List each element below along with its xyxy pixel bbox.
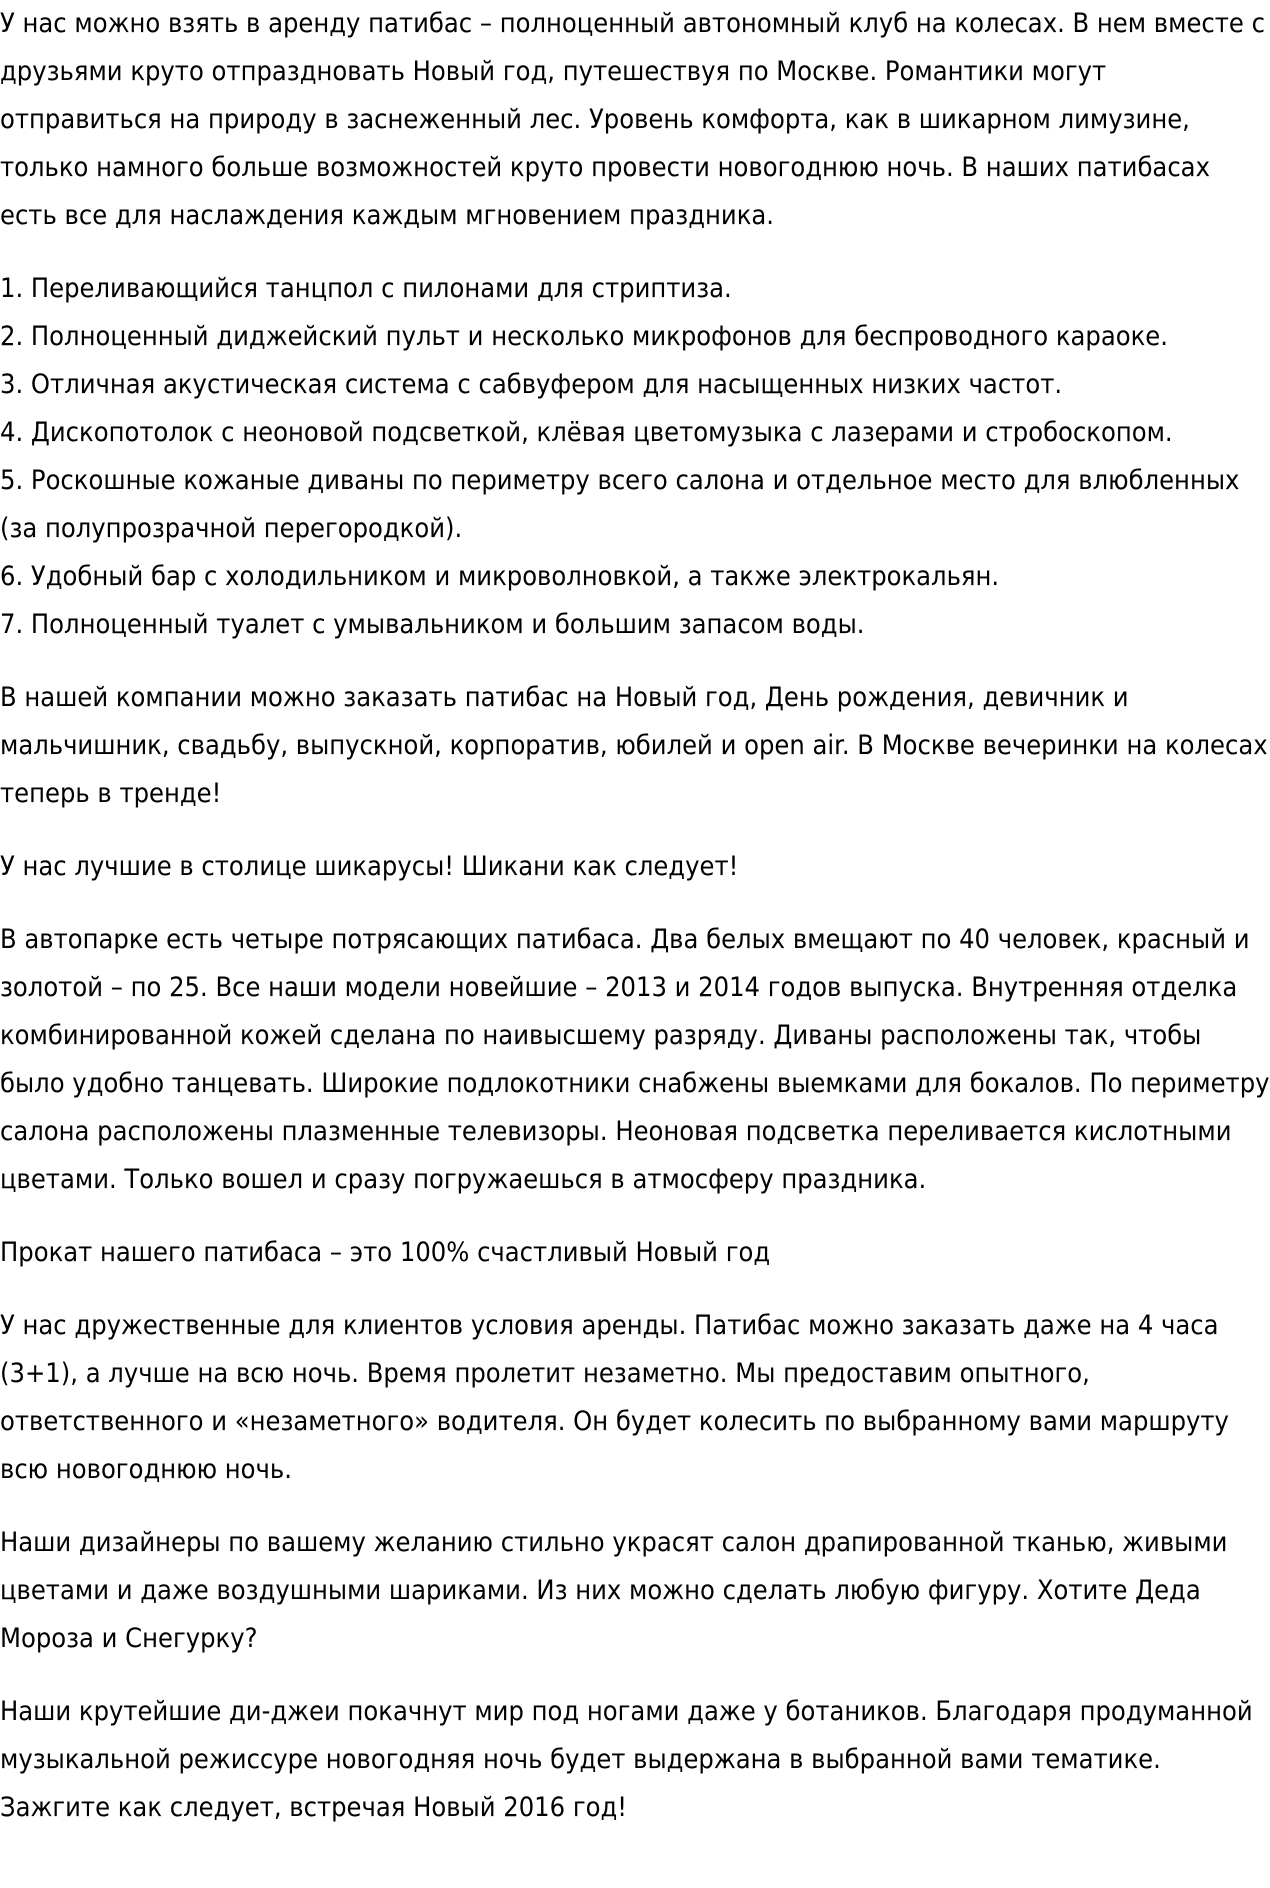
list-item-dj-console: 2. Полноценный диджейский пульт и несколько микрофонов для беспроводного караоке. <box>0 321 1168 352</box>
paragraph-decoration: Наши дизайнеры по вашему желанию стильно украсят салон драпированной тканью, живыми цветами и даже воздушными шариками. Из них можно сделать любую фигуру. Хотите Деда Мороза и Снегурку? <box>0 1527 1228 1654</box>
list-item-acoustics: 3. Отличная акустическая система с сабвуфером для насыщенных низких частот. <box>0 369 1063 400</box>
paragraph-slogan: У нас лучшие в столице шикарусы! Шикани как следует! <box>0 851 739 882</box>
paragraph-rental-terms: У нас дружественные для клиентов условия аренды. Патибас можно заказать даже на 4 часа (3+1), а лучше на всю ночь. Время пролетит незаметно. Мы предоставим опытного, ответственного и «незаметного» водителя. Он будет колесить по выбранному вами маршруту всю новогоднюю ночь. <box>0 1310 1229 1485</box>
paragraph-occasions: В нашей компании можно заказать патибас на Новый год, День рождения, девичник и мальчишник, свадьбу, выпускной, корпоратив, юбилей и open air. В Москве вечеринки на колесах теперь в тренде! <box>0 682 1268 809</box>
paragraph-intro: У нас можно взять в аренду патибас – полноценный автономный клуб на колесах. В нем вместе с друзьями круто отпраздновать Новый год, путешествуя по Москве. Романтики могут отправиться на природу в заснеженный лес. Уровень комфорта, как в шикарном лимузине, только намного больше возможностей круто провести новогоднюю ночь. В наших патибасах есть все для наслаждения каждым мгновением праздника. <box>0 8 1265 231</box>
paragraph-fleet: В автопарке есть четыре потрясающих патибаса. Два белых вмещают по 40 человек, красный и золотой – по 25. Все наши модели новейшие – 2013 и 2014 годов выпуска. Внутренняя отделка комбинированной кожей сделана по наивысшему разряду. Диваны расположены так, чтобы было удобно танцевать. Широкие подлокотники снабжены выемками для бокалов. По периметру салона расположены плазменные телевизоры. Неоновая подсветка переливается кислотными цветами. Только вошел и сразу погружаешься в атмосферу праздника. <box>0 924 1270 1195</box>
paragraph-djs: Наши крутейшие ди-джеи покачнут мир под ногами даже у ботаников. Благодаря продуманной музыкальной режиссуре новогодняя ночь будет выдержана в выбранной вами тематике. Зажгите как следует, встречая Новый 2016 год! <box>0 1696 1253 1823</box>
list-item-toilet: 7. Полноценный туалет с умывальником и большим запасом воды. <box>0 609 865 640</box>
feature-list <box>0 265 1270 649</box>
paragraph-tagline: Прокат нашего патибаса – это 100% счастливый Новый год <box>0 1237 771 1268</box>
list-item-disco-ceiling: 4. Дископотолок с неоновой подсветкой, клёвая цветомузыка с лазерами и стробоскопом. <box>0 417 1173 448</box>
list-item-sofas: 5. Роскошные кожаные диваны по периметру всего салона и отдельное место для влюбленных (за полупрозрачной перегородкой). <box>0 465 1240 544</box>
list-item-dancefloor: 1. Переливающийся танцпол с пилонами для стриптиза. <box>0 273 732 304</box>
list-item-bar: 6. Удобный бар с холодильником и микроволновкой, а также электрокальян. <box>0 561 1000 592</box>
